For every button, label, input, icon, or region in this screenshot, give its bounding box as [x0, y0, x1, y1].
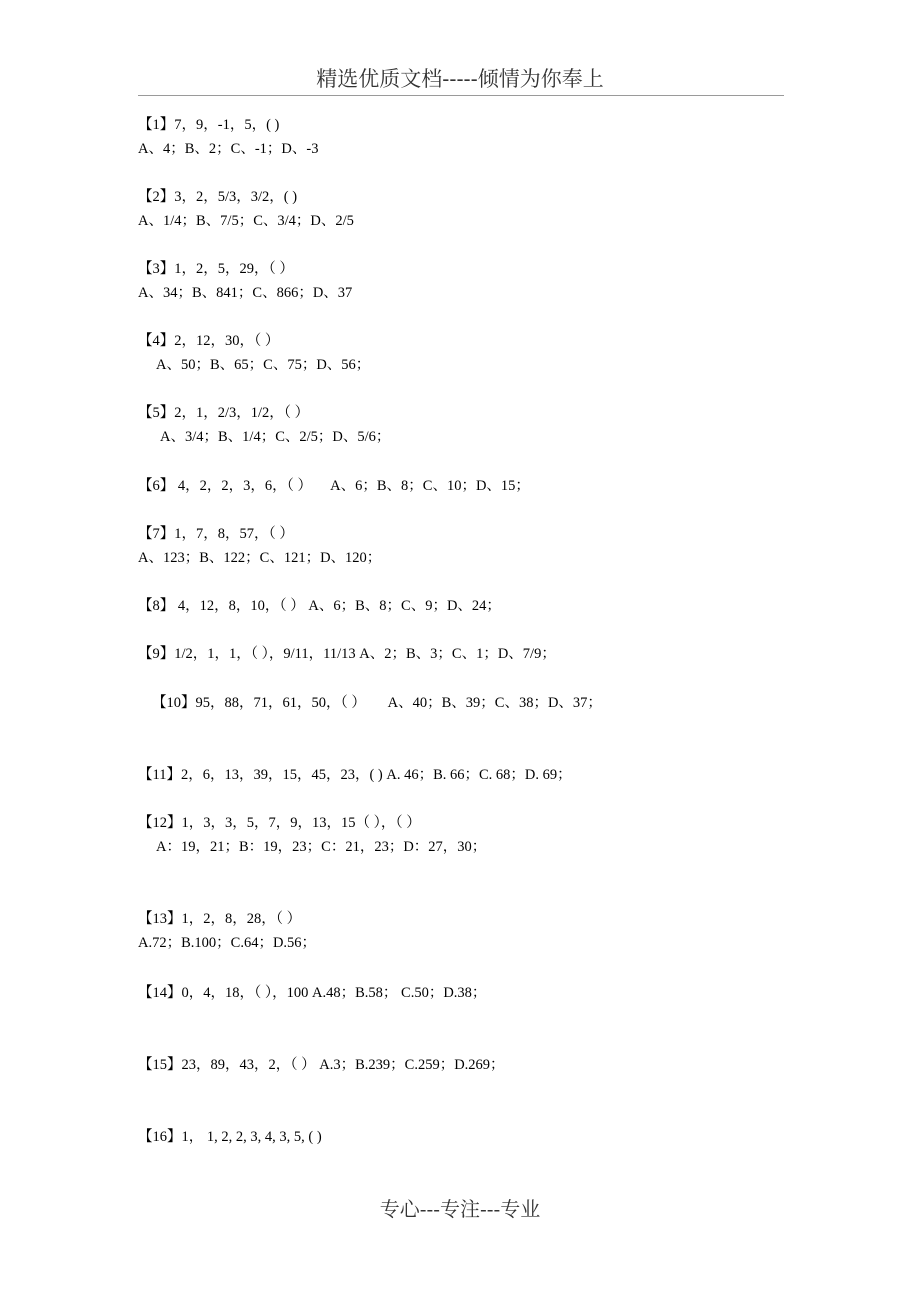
question-1-stem: 【1】7，9，-1，5，( ): [138, 117, 280, 133]
question-5-options: A、3/4；B、1/4；C、2/5；D、5/6；: [160, 429, 391, 445]
question-9: 【9】1/2，1，1，（ ），9/11，11/13 A、2；B、3；C、1；D、7/9；: [138, 646, 556, 662]
question-11: 【11】2，6，13，39，15，45，23，( ) A. 46；B. 66；C. 68；D. 69；: [138, 767, 572, 783]
question-1-options: A、4；B、2；C、-1；D、-3: [138, 141, 319, 157]
question-6: 【6】 4，2，2，3，6，（ ） A、6；B、8；C、10；D、15；: [138, 478, 530, 494]
question-3-options: A、34；B、841；C、866；D、37: [138, 285, 353, 301]
question-2-stem: 【2】3，2，5/3，3/2，( ): [138, 189, 298, 205]
header-divider: [138, 95, 784, 96]
question-14: 【14】0，4，18，（ ），100 A.48；B.58； C.50；D.38；: [138, 985, 487, 1001]
question-4-options: A、50；B、65；C、75；D、56；: [156, 357, 371, 373]
question-7-stem: 【7】1，7，8，57，（ ）: [138, 526, 294, 542]
question-16: 【16】1， 1, 2, 2, 3, 4, 3, 5, ( ): [138, 1129, 322, 1145]
question-13-stem: 【13】1，2，8，28，（ ）: [138, 911, 302, 927]
question-12-options: A：19，21；B：19，23；C：21，23；D：27，30；: [156, 839, 487, 855]
question-13-options: A.72；B.100；C.64；D.56；: [138, 935, 317, 951]
page-header: 精选优质文档-----倾情为你奉上: [316, 67, 604, 91]
question-12-stem: 【12】1，3，3，5，7，9，13，15（ ），（ ）: [138, 815, 421, 831]
question-5-stem: 【5】2，1，2/3，1/2，（ ）: [138, 405, 310, 421]
question-4-stem: 【4】2，12，30，（ ）: [138, 333, 280, 349]
page-footer: 专心---专注---专业: [379, 1197, 541, 1221]
question-3-stem: 【3】1，2，5，29，（ ）: [138, 261, 294, 277]
question-15: 【15】23，89，43，2，（ ） A.3；B.239；C.259；D.269；: [138, 1057, 505, 1073]
question-8: 【8】 4，12，8，10，（ ） A、6；B、8；C、9；D、24；: [138, 598, 501, 614]
question-10: 【10】95，88，71，61，50，（ ） A、40；B、39；C、38；D、37；: [152, 695, 602, 711]
question-2-options: A、1/4；B、7/5；C、3/4；D、2/5: [138, 213, 354, 229]
question-7-options: A、123；B、122；C、121；D、120；: [138, 550, 382, 566]
